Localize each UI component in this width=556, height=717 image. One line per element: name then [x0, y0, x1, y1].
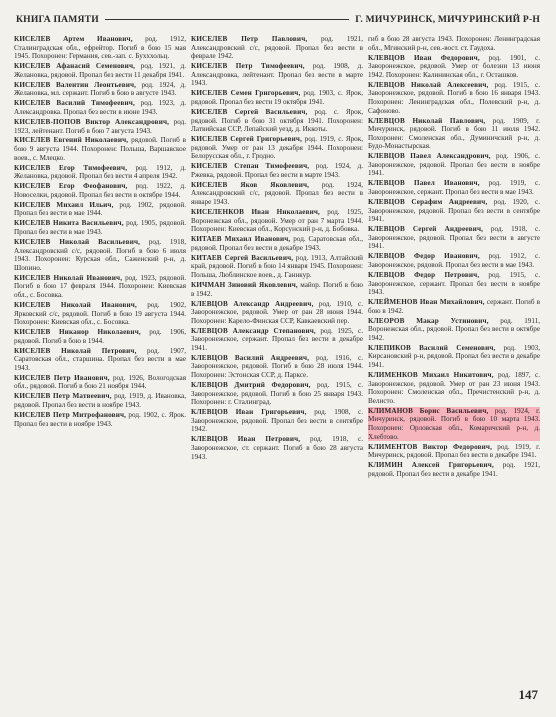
entry-details: род. 1924, д. Желановка, мл. сержант. Погиб в бою в августе 1943.: [14, 80, 186, 98]
entry-details: род. 1924, д. Ржевка, рядовой. Пропал без вести в марте 1943.: [191, 162, 363, 179]
entry-details: род. 1915, с. Заворонежское, рядовой. Погиб в бою 16 января 1943. Похоронен: Ленинградская обл., Полевский р-н, д. Сафоново.: [368, 80, 540, 115]
memorial-entry: [368, 54, 540, 80]
entry-details: род. 1923, лейтенант. Погиб в бою 7 августа 1943.: [14, 117, 186, 135]
entry-name: КЛИМЕНКОВ Михаил Никитович,: [368, 371, 494, 380]
entry-name: КИСЕЛЕВ Михаил Ильич,: [14, 200, 114, 209]
entry-name: КИСЕЛЕНКОВ Иван Николаевич,: [191, 208, 320, 217]
memorial-entry: [14, 274, 186, 300]
header-rule: [105, 19, 349, 20]
memorial-entry: [191, 162, 363, 179]
entry-name: КИСЕЛЕВ Артем Иванович,: [14, 35, 133, 43]
memorial-entry: [191, 408, 363, 434]
memorial-entry: [368, 443, 540, 460]
entry-details: род. 1908, д. Александровка, лейтенант. Пропал без вести в марте 1943.: [191, 62, 363, 88]
entry-details: род. 1903, с. Ярок, рядовой. Пропал без вести 19 октября 1941.: [191, 89, 363, 106]
memorial-entry: [191, 208, 363, 234]
entry-details: род. 1906, рядовой. Погиб в бою в 1944.: [14, 328, 186, 345]
memorial-entry: [191, 181, 363, 207]
memorial-entry: [368, 271, 540, 297]
entry-details: род. 1901, с. Заворонежское, рядовой. Умер от болезни 13 июня 1942. Похоронен: Калининская обл., г. Осташков.: [368, 53, 540, 79]
entry-name: КИСЕЛЕВ Егор Тимофеевич,: [14, 163, 128, 172]
entry-details: род. 1912, д. Желановка, рядовой. Пропал без вести 4 апреля 1942.: [14, 163, 186, 181]
memorial-entry: [191, 89, 363, 106]
entry-details: род. 1919, с. Заворонежское, сержант. Пропал без вести в мае 1943.: [368, 179, 540, 197]
entry-details: род. 1918, с. Заворонежское, ст. сержант. Погиб в бою 28 августа 1943.: [191, 435, 363, 461]
entry-details: род. 1906, с. Заворонежское, рядовой. Пропал без вести в ноябре 1941.: [368, 152, 540, 178]
memorial-entry: [14, 219, 186, 236]
entry-name: КИСЕЛЕВ Никанор Николаевич,: [14, 328, 141, 337]
column-1: [14, 35, 186, 677]
entry-details: род. 1921, рядовой. Пропал без вести в декабре 1941.: [368, 461, 540, 478]
entry-details: род. 1910, с. Заворонежское, рядовой. Умер от ран 28 июня 1944. Похоронен: Карело-Финская ССР, Кавкаевский пер.: [191, 299, 363, 325]
entry-details: род. 1921, Александровский с/с, рядовой. Пропал без вести в феврале 1942.: [191, 35, 363, 61]
entry-details: гиб в бою 28 августа 1943. Похоронен: Ленинградская обл., Мгинский р-н, сев.-вост. ст. Гаудоха.: [368, 35, 540, 52]
entry-name: КЛЕВЦОВ Николай Алексеевич,: [368, 80, 489, 89]
entry-details: род. Саратовская обл., рядовой. Пропал без вести в декабре 1943.: [191, 235, 363, 252]
entry-details: род. 1918, с. Заворонежское, рядовой. Пропал без вести в августе 1941.: [368, 225, 540, 251]
memorial-entry: [191, 300, 363, 326]
entry-name: КЛЕВЦОВ Серафим Андреевич,: [368, 198, 488, 207]
entry-name: КИСЕЛЕВ Петр Иванович,: [14, 373, 110, 382]
memorial-entry: [191, 381, 363, 407]
entry-details: род. 1908, с. Заворонежское, рядовой. Пропал без вести в сентябре 1942.: [191, 408, 363, 434]
entry-name: КИСЕЛЕВ Петр Тимофеевич,: [191, 62, 305, 71]
memorial-entry: [14, 81, 186, 98]
entry-details: род. 1919, с. Ярок, рядовой. Умер от ран 13 декабря 1944. Похоронен: Белорусская обл., г. Гродно.: [191, 135, 363, 161]
column-2: [191, 35, 363, 677]
memorial-entry: [368, 81, 540, 115]
entry-details: род. 1921, д. Желановка, рядовой. Пропал без вести 11 декабря 1941.: [14, 62, 186, 79]
memorial-entry: [14, 35, 186, 61]
entry-name: КИСЕЛЕВ Петр Митрофанович,: [14, 410, 127, 419]
entry-name: КИСЕЛЕВ Николай Иванович,: [14, 273, 123, 282]
entry-name: КЛИМИН Алексей Григорьевич,: [368, 461, 494, 470]
entry-name: КИСЕЛЕВ Валентин Леонтьевич,: [14, 80, 137, 89]
entry-details: род. 1920, с. Заворонежское, рядовой. Пропал без вести в сентябре 1941.: [368, 198, 540, 224]
entry-name: КИСЕЛЕВ Николай Васильевич,: [14, 237, 141, 246]
entry-name: КИСЕЛЕВ Сергей Григорьевич,: [191, 135, 303, 144]
memorial-entry: [368, 344, 540, 370]
memorial-entry: [14, 347, 186, 373]
entry-name: КЛЕЙМЕНОВ Иван Михайлович,: [368, 298, 485, 307]
memorial-entry: [191, 327, 363, 353]
entry-name: КИТАЕВ Сергей Васильевич,: [191, 253, 294, 262]
entry-name: КЛИМАНОВ Борис Васильевич,: [368, 406, 489, 415]
memorial-entry: [191, 254, 363, 280]
entry-details: род. 1915, с. Заворонежское, сержант. Пропал без вести в ноябре 1943.: [368, 270, 540, 297]
memorial-entry: [14, 238, 186, 272]
entry-details: род. 1923, рядовой. Погиб в бою 17 февраля 1944. Похоронен: Киевская обл., с. Босовка.: [14, 273, 186, 299]
entry-details: род. 1902, с. Ярок. Пропал без вести в ноябре 1943.: [14, 410, 186, 428]
entry-name: КИСЕЛЕВ-ПОПОВ Виктор Александрович,: [14, 117, 170, 126]
memorial-entry: [191, 435, 363, 461]
entry-details: род. 1918, Александровский с/с, рядовой. Погиб в бою 6 июля 1943. Похоронен: Курская обл., Саженский р-н, д. Шопино.: [14, 237, 186, 272]
entry-name: КИСЕЛЕВ Петр Матвеевич,: [14, 392, 112, 401]
entry-details: род. 1915, с. Заворонежское, рядовой. Погиб в бою 25 января 1943. Похоронен: г. Сталинград.: [191, 381, 363, 407]
memorial-entry: [14, 182, 186, 199]
entry-name: КЛЕВЦОВ Николай Павлович,: [368, 116, 486, 125]
memorial-entry: [14, 164, 186, 181]
memorial-entry: [191, 62, 363, 88]
memorial-entry: [368, 298, 540, 315]
header-book-title: КНИГА ПАМЯТИ: [16, 13, 99, 25]
entry-name: КИСЕЛЕВ Егор Феофанович,: [14, 182, 128, 191]
memorial-entry: [14, 136, 186, 162]
memorial-entry: [191, 281, 363, 298]
entry-details: род. 1924, Александровский с/с, рядовой. Пропал без вести в январе 1943.: [191, 180, 363, 207]
memorial-entry: [14, 374, 186, 391]
entry-name: КИСЕЛЕВ Афанасий Семенович,: [14, 62, 136, 71]
memorial-entry: [368, 317, 540, 343]
entry-details: род. 1925, Воронежская обл., рядовой. Умер от ран 7 марта 1944. Похоронен: Киевская обл., Корсунский р-н, д. Бобовка.: [191, 208, 363, 234]
entry-name: КЛЕВЦОВ Павел Иванович,: [368, 179, 480, 188]
entry-name: КЛЕВЦОВ Василий Андреевич,: [191, 353, 310, 362]
column-3: [368, 35, 540, 677]
memorial-entry: [368, 179, 540, 196]
memorial-entry: [191, 135, 363, 161]
entry-details: род. 1926, Вологодская обл., рядовой. Погиб в бою 21 ноября 1944.: [14, 373, 186, 391]
memorial-entry: [368, 225, 540, 251]
entry-name: КЛЕВЦОВ Иван Григорьевич,: [191, 408, 307, 417]
entry-name: КЛЕВЦОВ Александр Степанович,: [191, 326, 316, 335]
memorial-entry-highlighted: [368, 407, 540, 441]
entry-name: КИСЕЛЕВ Петр Павлович,: [191, 35, 308, 43]
entry-details: род. 1916, с. Заворонежское, рядовой. Погиб в бою 28 июля 1944. Похоронен: Эстонская ССР, д. Парксе.: [191, 353, 363, 380]
memorial-entry: [368, 198, 540, 224]
entry-name: КЛЕВЦОВ Иван Федорович,: [368, 53, 480, 62]
memorial-entry: [191, 35, 363, 61]
entry-details: род. 1925, с. Заворонежское, сержант. Пропал без вести в декабре 1941.: [191, 326, 363, 352]
memorial-entry: [368, 35, 540, 52]
entry-name: КЛЕВЦОВ Федор Петрович,: [368, 270, 480, 279]
header-region: Г. МИЧУРИНСК, МИЧУРИНСКИЙ Р-Н: [355, 13, 540, 25]
memorial-entry: [14, 118, 186, 135]
entry-name: КЛЕВЦОВ Александр Андреевич,: [191, 299, 314, 308]
memorial-entry: [14, 301, 186, 327]
memorial-entry: [14, 99, 186, 116]
entry-details: род. 1922, д. Новоселки, рядовой. Пропал без вести в октябре 1944.: [14, 182, 186, 199]
entry-details: род. 1919, г. Мичуринск, рядовой. Пропал без вести в декабре 1941.: [368, 442, 540, 460]
memorial-entry: [191, 354, 363, 380]
running-header: [16, 8, 540, 30]
entry-name: КЛИМЕНТОВ Виктор Федорович,: [368, 442, 493, 451]
entry-details: род. 1912, с. Заворонежское, рядовой. Пропал без вести в мае 1943.: [368, 252, 540, 269]
entry-name: КЛЕВЦОВ Сергей Андреевич,: [368, 225, 484, 234]
memorial-entry: [14, 201, 186, 218]
memorial-entry: [14, 62, 186, 79]
entry-name: КИСЕЛЕВ Сергей Васильевич,: [191, 107, 308, 116]
entry-name: КИСЕЛЕВ Василий Тимофеевич,: [14, 99, 135, 108]
entry-details: род. 1919, д. Ивановка, рядовой. Пропал без вести в ноябре 1943.: [14, 392, 186, 409]
entry-details: род. с. Ярок, рядовой. Погиб в бою 31 октября 1941. Похоронен: Латвийская ССР, Лепайский уезд, д. Иккоты.: [191, 107, 363, 134]
memorial-entry: [14, 328, 186, 345]
memorial-entry: [368, 461, 540, 478]
entry-name: КИСЕЛЕВ Николай Иванович,: [14, 300, 137, 309]
entry-details: род. 1924, г. Мичуринск, рядовой. Погиб в бою 10 марта 1943. Похоронен: Орловская обл., Комаричский р-н, д. Хлебтово.: [368, 406, 540, 441]
entry-details: род. 1907, Саратовская обл., старшина. Пропал без вести в мае 1943.: [14, 346, 186, 372]
entry-details: род. 1911, Воронежская обл., рядовой. Пропал без вести в октябре 1942.: [368, 316, 540, 342]
entry-name: КИСЕЛЕВ Николай Петрович,: [14, 346, 137, 355]
entry-name: КЛЕОРОВ Макар Устинович,: [368, 316, 489, 325]
memorial-entry: [368, 371, 540, 405]
entry-name: КЛЕВЦОВ Дмитрий Федорович,: [191, 381, 311, 390]
entry-name: КИТАЕВ Михаил Иванович,: [191, 235, 291, 244]
entry-details: род. 1897, с. Заворонежское, рядовой. Умер от ран 23 июня 1943. Похоронен: Смоленская обл., Пречистенский р-н, д. Велисто.: [368, 371, 540, 405]
memorial-entry: [14, 392, 186, 409]
entry-details: рядовой. Погиб в бою 9 августа 1944. Похоронен: Польша, Варшавское воев., с. Млецко.: [14, 136, 186, 162]
entries-columns: [14, 35, 542, 677]
entry-name: КИСЕЛЕВ Никита Васильевич,: [14, 219, 124, 228]
memorial-entry: [368, 252, 540, 269]
entry-details: род. 1923, д. Александровка. Пропал без вести в июне 1943.: [14, 99, 186, 116]
memorial-entry: [368, 152, 540, 178]
entry-name: КЛЕВЦОВ Иван Петрович,: [191, 435, 301, 444]
entry-details: сержант. Погиб в бою в 1942.: [368, 298, 540, 315]
page-number: 147: [518, 687, 538, 702]
entry-details: род. 1902, Ярковский с/с, рядовой. Погиб в бою 19 августа 1944. Похоронен: Киевская обл., с. Босовка.: [14, 300, 186, 327]
memorial-entry: [14, 411, 186, 428]
entry-name: КИСЕЛЕВ Семен Григорьевич,: [191, 89, 301, 98]
memorial-entry: [368, 117, 540, 151]
entry-name: КЛЕВЦОВ Федор Иванович,: [368, 252, 480, 261]
entry-name: КЛЕПИКОВ Василий Семенович,: [368, 343, 496, 352]
entry-name: КИСЕЛЕВ Яков Яковлевич,: [191, 180, 310, 189]
entry-name: КИСЕЛЕВ Евгений Николаевич,: [14, 136, 129, 145]
entry-details: род. 1902, рядовой. Пропал без вести в мае 1944.: [14, 200, 186, 218]
entry-details: род. 1913, Алтайский край, рядовой. Погиб в бою 14 января 1945. Похоронен: Польша, Люблинское воев., д. Ганнкур.: [191, 253, 363, 279]
entry-details: майор. Погиб в бою в 1942.: [191, 280, 363, 298]
entry-details: род. 1912, Сталинградская обл., ефрейтор. Погиб в бою 15 мая 1945. Похоронен: Германия, сев.-зап. с. Бухххольц.: [14, 35, 186, 61]
entry-details: род. 1909, г. Мичуринск, рядовой. Погиб в бою 11 июля 1942. Похоронен: Смоленская обл., Думиничский р-н, д. Будо-Монастырская.: [368, 116, 540, 151]
entry-name: КИСЕЛЕВ Степан Тимофеевич,: [191, 162, 310, 171]
entry-name: КИЧМАН Зиновий Яковлевич,: [191, 280, 298, 289]
entry-details: род. 1903, Кирсановский р-н, рядовой. Пропал без вести в декабре 1941.: [368, 343, 540, 370]
memorial-entry: [191, 108, 363, 134]
entry-name: КЛЕВЦОВ Павел Александрович,: [368, 152, 491, 161]
memorial-entry: [191, 235, 363, 252]
entry-details: род. 1905, рядовой. Пропал без вести в мае 1943.: [14, 219, 186, 236]
